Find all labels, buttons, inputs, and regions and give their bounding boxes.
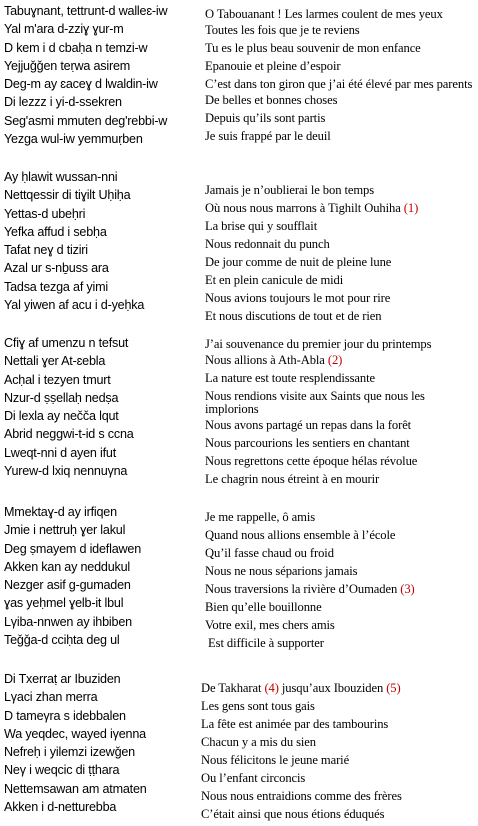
french-line: Votre exil, mes chers amis — [205, 618, 335, 632]
french-line: Jamais je n’oublierai le bon temps — [205, 183, 375, 197]
french-line: Epanouie et pleine d’espoir — [205, 59, 341, 73]
french-line: De belles et bonnes choses — [205, 93, 338, 107]
kabyle-line: Yal yiwen af acu i d-yeḥka — [4, 298, 145, 313]
kabyle-line: Nzur-d ṣṣellaḥ nedṣa — [4, 390, 119, 405]
french-column — [205, 511, 473, 655]
kabyle-column — [4, 168, 204, 314]
kabyle-line: Azal ur s-nḇuss ara — [4, 261, 109, 276]
french-line — [201, 682, 469, 695]
french-line: Les gens sont tous gais — [201, 699, 315, 713]
french-line: Nous félicitons le jeune marié — [201, 753, 350, 767]
kabyle-column — [4, 503, 204, 649]
kabyle-line: Neγ i weqcic di ṭṭhara — [4, 763, 120, 778]
french-line: Nous redonnait du punch — [205, 237, 330, 251]
kabyle-line: Di Txerraṭ ar Ibuziden — [4, 672, 121, 686]
kabyle-line: Yefka affud i sebḥa — [4, 224, 107, 239]
french-line: Tu es le plus beau souvenir de mon enfance — [205, 41, 421, 55]
kabyle-line: Teǧǧa-d cciḥta deg ul — [4, 633, 120, 648]
kabyle-line: D tameγra s idebbalen — [4, 708, 126, 723]
french-line-text: jusqu’aux Ibouziden — [278, 681, 387, 695]
kabyle-line: Yezga wul-iw yemmuṛben — [4, 132, 143, 147]
kabyle-line: Abrid neggwi-t-id s ccna — [4, 427, 134, 442]
french-column — [201, 682, 469, 826]
french-line: Nous avions toujours le mot pour rire — [205, 291, 391, 305]
french-line-text: Nous traversions la rivière d’Oumaden — [205, 582, 398, 596]
kabyle-line: Lγaci zhan merra — [4, 690, 98, 705]
kabyle-line: D kem i d cbaḥa n temzi-w — [4, 40, 148, 55]
kabyle-line: Acḥal i tezyen tmurt — [4, 372, 111, 387]
french-line: Qu’il fasse chaud ou froid — [205, 546, 334, 560]
french-line: Et en plein canicule de midi — [205, 273, 344, 287]
kabyle-line: Di lexla ay nečča lqut — [4, 409, 119, 424]
french-line: O Tabouanant ! Les larmes coulent de mes yeux — [205, 7, 443, 21]
french-line: C’était ainsi que nous étions éduqués — [201, 807, 385, 821]
french-line: Je suis frappé par le deuil — [205, 129, 331, 143]
kabyle-line: Deg ṣmayem d ideflawen — [4, 541, 141, 556]
french-line-text: De Takharat — [201, 681, 265, 695]
kabyle-line: Yejjuǧǧen teṛwa asirem — [4, 58, 131, 73]
french-line-text: Nous allions à Ath-Abla — [205, 353, 325, 367]
french-line: Nous rendions visite aux Saints que nous les implorions — [205, 389, 425, 416]
french-column — [205, 338, 473, 491]
french-line: Ou l’enfant circoncis — [201, 771, 306, 785]
kabyle-line: Di lezzz i yi-d-ssekren — [4, 95, 122, 110]
french-line: La fête est animée par des tambourins — [201, 717, 389, 731]
french-line: La nature est toute resplendissante — [205, 371, 375, 385]
kabyle-line: Nettqessir di tiɣilt Uḥiḥa — [4, 188, 131, 203]
kabyle-line: Nettali ɣer At-ɛebla — [4, 354, 106, 369]
kabyle-line: Ay ḥlawit wussan-nni — [4, 170, 118, 184]
footnote-ref: (3) — [400, 582, 415, 596]
kabyle-line: Deg-m ay ɛaceɣ d lwaldin-iw — [4, 77, 158, 92]
kabyle-line: Yal m'ara d-zziɣ ɣur-m — [4, 22, 124, 37]
french-line: Est difficile à supporter — [205, 636, 324, 650]
kabyle-line: Nettemsawan am atmaten — [4, 781, 147, 796]
kabyle-line: Tadsa tezga af yimi — [4, 279, 108, 294]
footnote-ref: (1) — [403, 201, 419, 215]
kabyle-line: Nefreḥ i yilemzi izewǧen — [4, 745, 135, 760]
kabyle-line: Yurew-d lxiq nennuγna — [4, 464, 128, 479]
french-line: Le chagrin nous étreint à en mourir — [205, 472, 380, 486]
kabyle-line: Tafat neɣ d tiziri — [4, 243, 88, 258]
footnote-ref: (4) — [264, 681, 279, 695]
kabyle-column — [4, 2, 204, 148]
kabyle-line: Cfiɣ af umenzu n tefsut — [4, 336, 129, 350]
french-line: Quand nous allions ensemble à l’école — [205, 528, 396, 542]
french-line: Nous ne nous séparions jamais — [205, 564, 358, 578]
kabyle-line: Akken kan ay neddukul — [4, 559, 131, 574]
french-line: De jour comme de nuit de pleine lune — [205, 255, 392, 269]
french-line: Bien qu’elle bouillonne — [205, 600, 322, 614]
kabyle-column — [4, 334, 204, 480]
kabyle-line: Seg'asmi mmuten deg'rebbi-w — [4, 113, 168, 128]
kabyle-column — [4, 670, 204, 816]
french-line: J’ai souvenance du premier jour du printemps — [205, 337, 432, 351]
french-line: Nous nous entraidions comme des frères — [201, 789, 402, 803]
french-line: Chacun y a mis du sien — [201, 735, 316, 749]
french-line — [205, 202, 473, 215]
french-line: Et nous discutions de tout et de rien — [205, 309, 382, 323]
french-line: Nous regrettons cette époque hélas révolue — [205, 454, 418, 468]
french-line: La brise qui y soufflait — [205, 219, 318, 233]
kabyle-line: Nezger asif g-gumaden — [4, 578, 131, 593]
french-line — [205, 583, 473, 596]
kabyle-line: Lweqt-nni d ayen ifut — [4, 445, 117, 460]
kabyle-line: Lγiba-nnwen ay ihbiben — [4, 614, 132, 629]
french-column — [205, 184, 473, 328]
kabyle-line: Tabuɣnant, tettrunt-d walleɛ-iw — [4, 4, 168, 18]
french-line-text: Où nous nous marrons à Tighilt Ouhiha — [205, 201, 401, 215]
french-line — [205, 354, 473, 367]
french-line: Toutes les fois que je te reviens — [205, 23, 360, 37]
french-line: Nous avons partagé un repas dans la forêt — [205, 418, 412, 432]
footnote-ref: (5) — [386, 681, 401, 695]
french-line: Je me rappelle, ô amis — [205, 510, 316, 524]
footnote-ref: (2) — [327, 353, 343, 367]
kabyle-line: Wa yeqdec, wayed iγenna — [4, 726, 146, 741]
kabyle-line: Yettas-d ubeḥri — [4, 206, 86, 221]
french-line: Nous parcourions les sentiers en chantant — [205, 436, 410, 450]
french-line: C’est dans ton giron que j’ai été élevé par mes parents — [205, 77, 473, 91]
kabyle-line: Mmektaɣ-d ay irfiqen — [4, 505, 117, 519]
french-column — [205, 8, 473, 148]
kabyle-line: Jmie i nettruḥ ɣer lakul — [4, 523, 126, 538]
kabyle-line: Akken i d-netturebba — [4, 800, 117, 815]
kabyle-line: ɣas yeḥmel ɣelb-it lbul — [4, 596, 124, 611]
french-line: Depuis qu’ils sont partis — [205, 111, 326, 125]
